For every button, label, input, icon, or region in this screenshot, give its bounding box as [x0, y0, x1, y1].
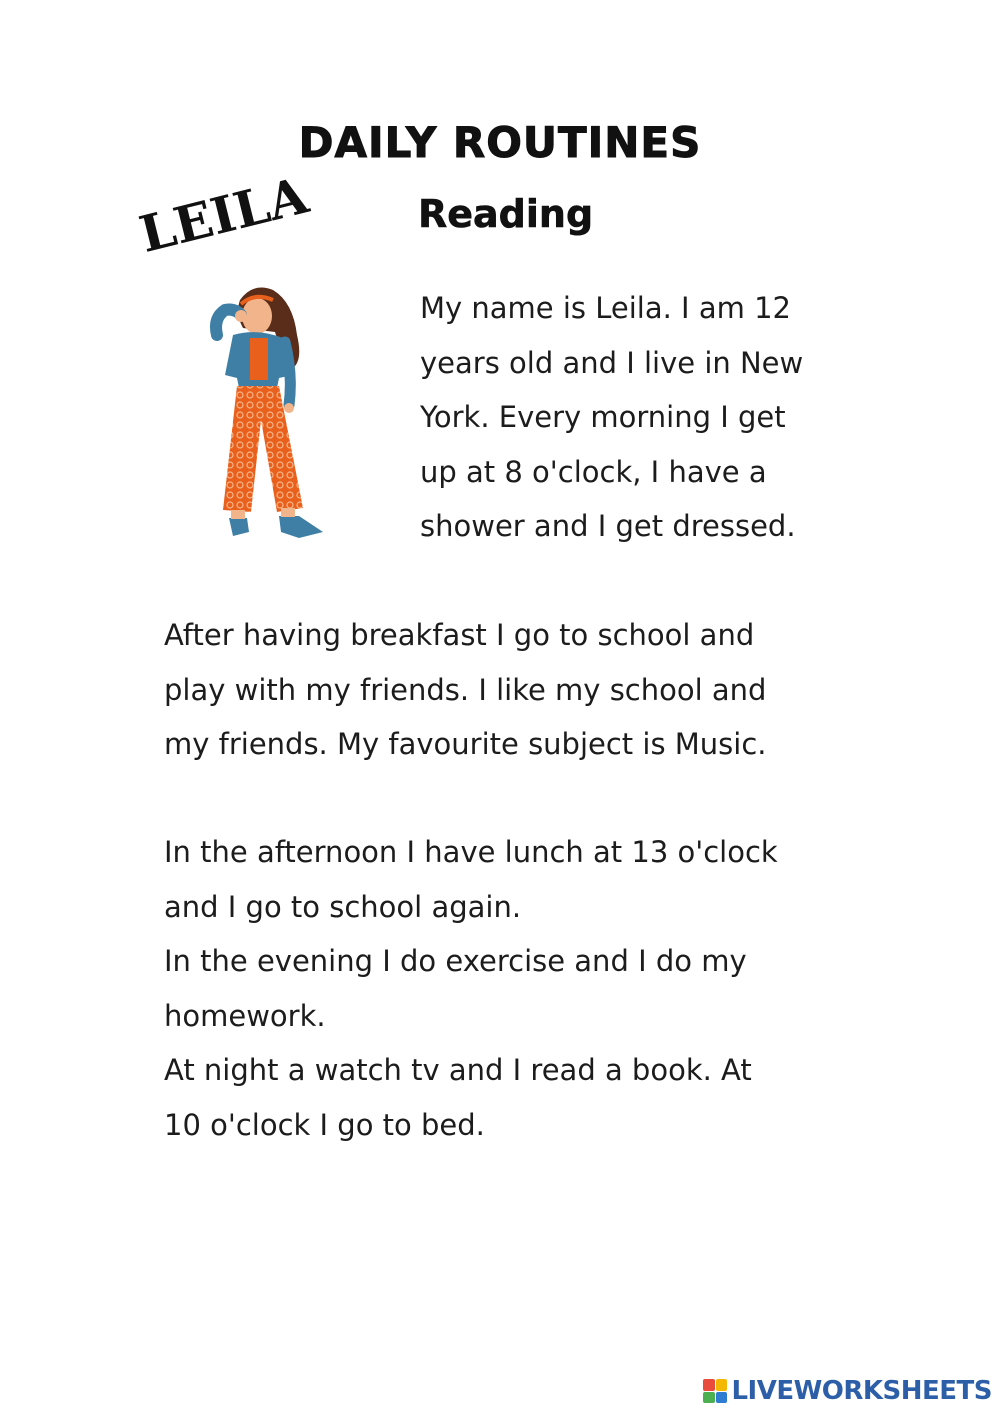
afternoon-paragraph: In the afternoon I have lunch at 13 o'clock and I go to school again. In the evening I do exercise and I do my homework. At night a watch tv and I read a book. At 10 o'clock I go to bed.: [164, 835, 778, 1142]
intro-paragraph: My name is Leila. I am 12 years old and I live in New York. Every morning I get up at 8 o'clock, I have a shower and I get dressed.: [420, 291, 804, 543]
liveworksheets-logo-icon: [703, 1379, 727, 1403]
character-name: LEILA: [133, 165, 314, 264]
girl-illustration: [195, 280, 340, 555]
brand-text: LIVEWORKSHEETS: [731, 1376, 992, 1406]
school-paragraph: After having breakfast I go to school and play with my friends. I like my school and my friends. My favourite subject is Music.: [164, 618, 767, 761]
brand-watermark: [703, 1376, 992, 1406]
page-title: DAILY ROUTINES: [298, 118, 702, 167]
section-subtitle: Reading: [418, 192, 594, 236]
